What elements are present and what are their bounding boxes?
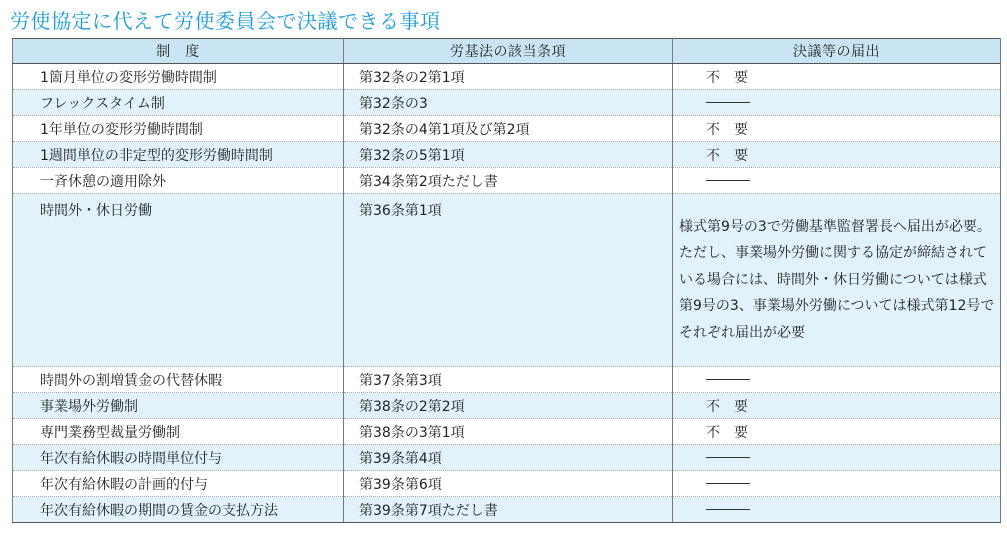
row-system: フレックスタイム制 [13,90,344,116]
notification-value: 不要 [706,147,762,164]
row-system: 1年単位の変形労働時間制 [13,116,344,142]
table-row [13,471,1001,497]
table-row [13,64,1001,90]
row-system: 専門業務型裁量労働制 [13,419,344,445]
notification-value: 不要 [706,121,762,138]
header-system: 制 度 [13,39,344,64]
row-article: 第34条第2項ただし書 [344,168,673,194]
row-article: 第39条第6項 [344,471,673,497]
dash-mark [706,483,750,484]
row-article: 第32条の2第1項 [344,64,673,90]
table-row [13,497,1001,523]
resolution-table [12,38,1001,523]
row-article: 第37条第3項 [344,367,673,393]
dash-mark [706,102,750,103]
table-row [13,168,1001,194]
header-notification: 決議等の届出 [673,39,1001,64]
row-system: 一斉休憩の適用除外 [13,168,344,194]
row-notification: 様式第9号の3で労働基準監督署長へ届出が必要。ただし、事業場外労働に関する協定が締結されている場合には、時間外・休日労働については様式第9号の3、事業場外労働については様式第12号でそれぞれ届出が必要 [673,194,1001,367]
row-notification [673,90,1001,116]
dash-mark [706,180,750,181]
header-article: 労基法の該当条項 [344,39,673,64]
table-row [13,445,1001,471]
row-notification [673,64,1001,90]
notification-value: 不要 [706,69,762,86]
notification-value: 不要 [706,424,762,441]
table-row [13,419,1001,445]
row-article: 第38条の2第2項 [344,393,673,419]
page-title: 労使協定に代えて労使委員会で決議できる事項 [10,9,441,33]
row-notification [673,168,1001,194]
row-article: 第39条第4項 [344,445,673,471]
table-row [13,142,1001,168]
dash-mark [706,457,750,458]
row-article: 第38条の3第1項 [344,419,673,445]
table-row [13,194,1001,367]
row-article: 第36条第1項 [344,194,673,367]
dash-mark [706,379,750,380]
row-article: 第32条の4第1項及び第2項 [344,116,673,142]
row-notification [673,142,1001,168]
row-system: 年次有給休暇の時間単位付与 [13,445,344,471]
row-notification [673,497,1001,523]
table-row [13,393,1001,419]
row-system: 時間外・休日労働 [13,194,344,367]
row-system: 時間外の割増賃金の代替休暇 [13,367,344,393]
row-notification [673,445,1001,471]
table-row [13,367,1001,393]
table-row [13,116,1001,142]
row-article: 第39条第7項ただし書 [344,497,673,523]
table-header-row [13,39,1001,64]
row-system: 年次有給休暇の計画的付与 [13,471,344,497]
table-row [13,90,1001,116]
row-system: 1箇月単位の変形労働時間制 [13,64,344,90]
dash-mark [706,509,750,510]
row-notification [673,116,1001,142]
row-article: 第32条の5第1項 [344,142,673,168]
notification-value: 不要 [706,398,762,415]
row-system: 年次有給休暇の期間の賃金の支払方法 [13,497,344,523]
row-notification [673,367,1001,393]
row-notification [673,419,1001,445]
row-article: 第32条の3 [344,90,673,116]
row-system: 1週間単位の非定型的変形労働時間制 [13,142,344,168]
row-notification [673,471,1001,497]
row-system: 事業場外労働制 [13,393,344,419]
row-notification [673,393,1001,419]
